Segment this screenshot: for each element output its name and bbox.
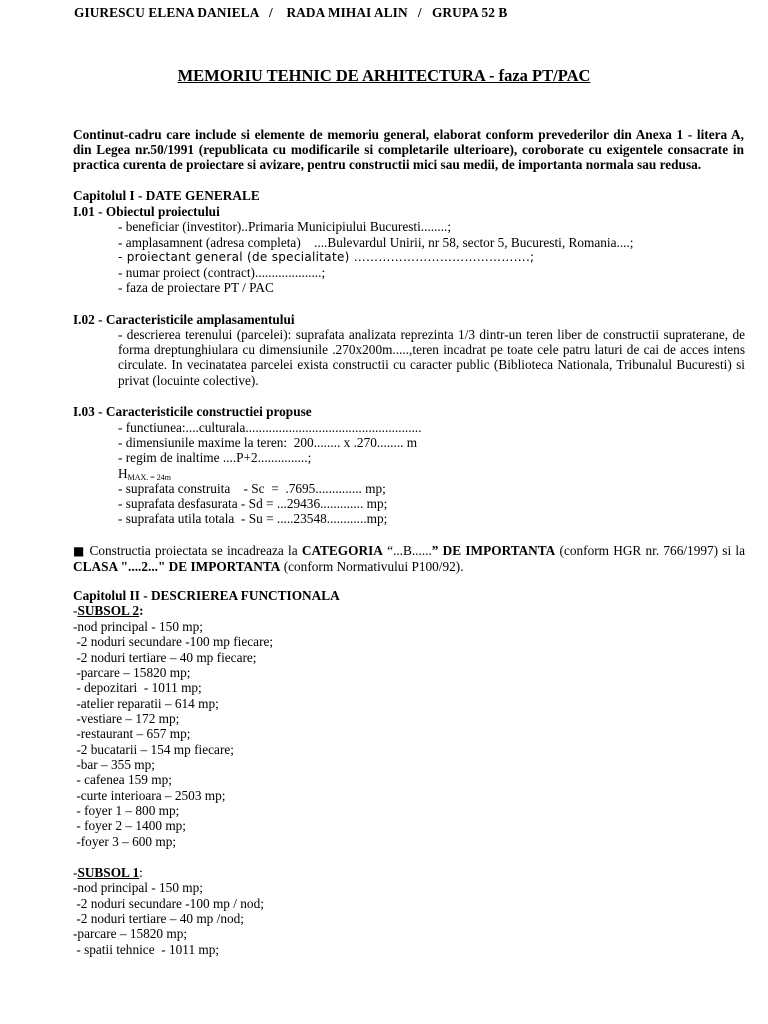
category-label: CATEGORIA bbox=[301, 543, 383, 558]
document-title bbox=[0, 68, 768, 83]
class-importance: "....2..." DE IMPORTANTA bbox=[117, 559, 281, 575]
document-header: GIURESCU ELENA DANIELA / RADA MIHAI ALIN / GRUPA 52 B bbox=[74, 5, 508, 20]
subsol-2-item: - foyer 2 – 1400 mp; bbox=[73, 818, 187, 833]
subsol-1-item: -nod principal - 150 mp; bbox=[73, 880, 203, 895]
i01-item: - beneficiar (investitor)..Primaria Municipiului Bucuresti........; bbox=[118, 219, 452, 234]
subsol-1-item: -2 noduri secundare -100 mp / nod; bbox=[73, 896, 264, 911]
subsol-2-item: - depozitari - 1011 mp; bbox=[73, 680, 202, 695]
subsol-2-item: - cafenea 159 mp; bbox=[73, 772, 172, 787]
class-label: CLASA bbox=[73, 559, 118, 575]
subsol-1-label: SUBSOL 1 bbox=[77, 865, 140, 880]
i03-area-item: - suprafata construita - Sc = .7695.............. mp; bbox=[118, 481, 386, 496]
subsol-2-item: -2 noduri tertiare – 40 mp fiecare; bbox=[73, 650, 257, 665]
i03-item: - regim de inaltime ....P+2...............; bbox=[118, 450, 312, 465]
class-text: (conform Normativului P100/92). bbox=[280, 559, 464, 575]
subsol-1-dash: - bbox=[73, 865, 78, 880]
subsol-2-item: -2 noduri secundare -100 mp fiecare; bbox=[73, 634, 274, 649]
intro-paragraph: Continut-cadru care include si elemente de memoriu general, elaborat conform prevederilor din Anexa 1 - litera A, din Legea nr.50/1991 (republicata cu modificarile si completarile ulterioare), coroborate cu exigentele consacrate in practica curenta de proiectare si avizare, pentru constructii mici sau medii, de importanta normala sau redusa. bbox=[73, 127, 744, 173]
subsol-2-dash: - bbox=[73, 603, 78, 618]
i01-item: - numar proiect (contract)....................; bbox=[118, 265, 326, 280]
subsol-2-item: -bar – 355 mp; bbox=[73, 757, 155, 772]
section-i01-title: I.01 - Obiectul proiectului bbox=[73, 204, 220, 219]
i02-description: - descrierea terenului (parcelei): suprafata analizata reprezinta 1/3 dintr-un teren liber de constructii supraterane, de forma dreptunghiulara cu dimensiunile .270x200m.....,teren incadrat pe toate cele patru laturi de cai de acces intens circulate. In vecinatatea parcelei exista constructii cu caracter public (Biblioteca Nationala, Tribunalul Bucuresti) si privat (locuinte colective). bbox=[118, 327, 745, 388]
category-paragraph bbox=[73, 543, 745, 574]
chapter-2-heading: Capitolul II - DESCRIEREA FUNCTIONALA bbox=[73, 588, 340, 603]
category-text-2: (conform HGR nr. 766/1997) si la bbox=[555, 543, 745, 558]
subsol-2-title bbox=[73, 603, 144, 618]
subsol-2-item: -restaurant – 657 mp; bbox=[73, 726, 191, 741]
subsol-1-colon: : bbox=[139, 865, 143, 880]
chapter-1-heading: Capitolul I - DATE GENERALE bbox=[73, 188, 260, 203]
subsol-1-item: -2 noduri tertiare – 40 mp /nod; bbox=[73, 911, 244, 926]
subsol-2-item: -foyer 3 – 600 mp; bbox=[73, 834, 177, 849]
hmax-subscript: MAX. = 24m bbox=[127, 473, 172, 482]
category-importance: ” DE IMPORTANTA bbox=[431, 543, 556, 558]
subsol-2-colon: : bbox=[139, 603, 144, 618]
square-bullet-icon: ■ bbox=[73, 544, 86, 558]
i01-item: - proiectant general (de specialitate) …………………………………….; bbox=[118, 250, 535, 264]
subsol-2-item: -vestiare – 172 mp; bbox=[73, 711, 180, 726]
document-title-text: MEMORIU TEHNIC DE ARHITECTURA - faza PT/PAC bbox=[177, 66, 591, 85]
subsol-2-item: -atelier reparatii – 614 mp; bbox=[73, 696, 219, 711]
subsol-1-title bbox=[73, 865, 143, 880]
subsol-2-item: -2 bucatarii – 154 mp fiecare; bbox=[73, 742, 234, 757]
subsol-2-item: -curte interioara – 2503 mp; bbox=[73, 788, 226, 803]
subsol-1-item: - spatii tehnice - 1011 mp; bbox=[73, 942, 220, 957]
category-text: Constructia proiectata se incadreaza la bbox=[85, 543, 302, 558]
subsol-2-label: SUBSOL 2 bbox=[77, 603, 140, 618]
section-i03-title: I.03 - Caracteristicile constructiei propuse bbox=[73, 404, 312, 419]
i03-item: - dimensiunile maxime la teren: 200........ x .270........ m bbox=[118, 435, 418, 450]
category-value: “...B...... bbox=[382, 543, 432, 558]
i03-item: - functiunea:....culturala..................................................... bbox=[118, 420, 422, 435]
subsol-2-item: -parcare – 15820 mp; bbox=[73, 665, 191, 680]
subsol-2-item: -nod principal - 150 mp; bbox=[73, 619, 203, 634]
hmax-symbol: H bbox=[118, 466, 128, 481]
section-i02-title: I.02 - Caracteristicile amplasamentului bbox=[73, 312, 295, 327]
subsol-1-item: -parcare – 15820 mp; bbox=[73, 926, 188, 941]
i01-item: - faza de proiectare PT / PAC bbox=[118, 280, 274, 295]
i03-area-item: - suprafata desfasurata - Sd = ...29436............. mp; bbox=[118, 496, 388, 511]
i03-area-item: - suprafata utila totala - Su = .....23548............mp; bbox=[118, 511, 388, 526]
i01-item: - amplasamnent (adresa completa) ....Bulevardul Unirii, nr 58, sector 5, Bucuresti, Romania....; bbox=[118, 235, 634, 250]
subsol-2-item: - foyer 1 – 800 mp; bbox=[73, 803, 180, 818]
